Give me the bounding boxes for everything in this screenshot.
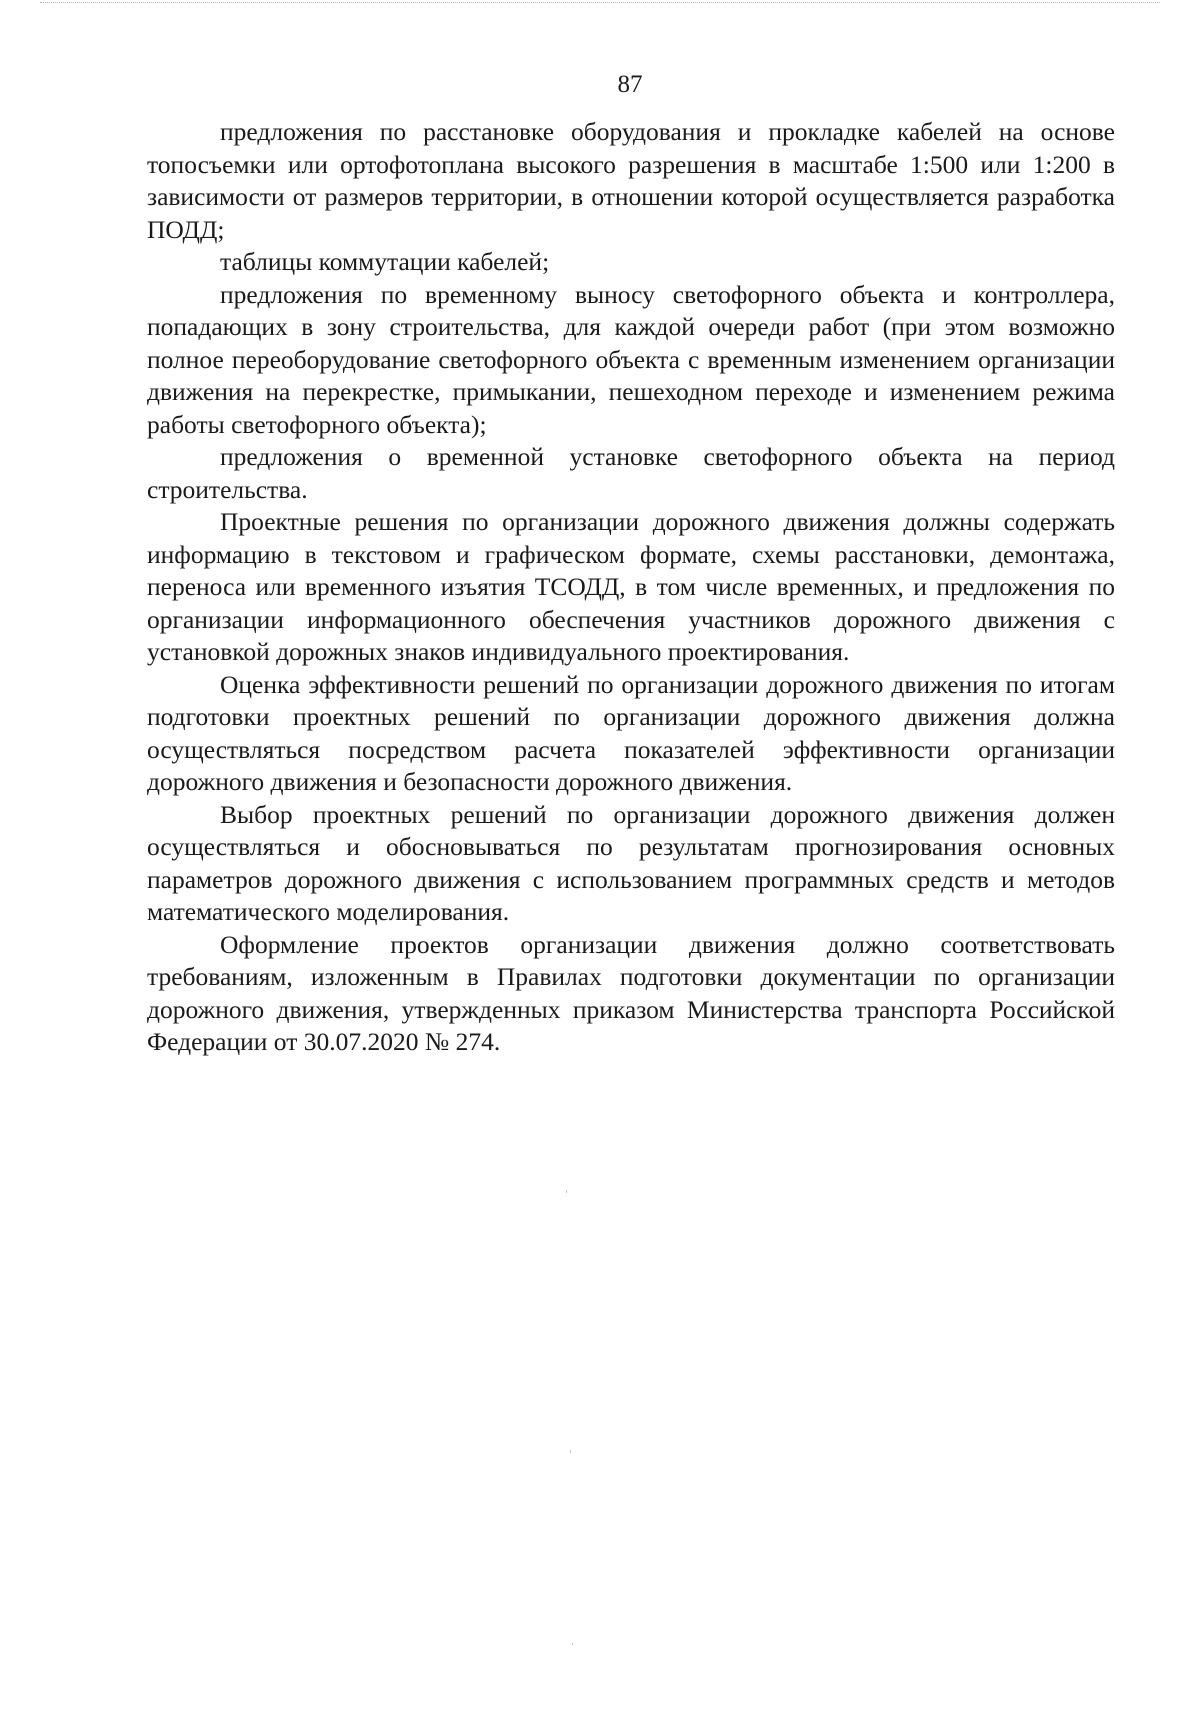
paragraph-solution-selection: Выбор проектных решений по организации дорожного движения должен осуществляться и обосновываться по результатам прогнозирования основных параметров дорожного движения с использованием программных средств и методов математического моделирования. xyxy=(147,799,1115,926)
paragraph-temporary-installation: предложения о временной установке светофорного объекта на период строительства. xyxy=(147,442,1115,504)
scan-edge-line xyxy=(40,2,1160,3)
scan-artifact xyxy=(570,1450,571,1453)
paragraph-design-solutions: Проектные решения по организации дорожного движения должны содержать информацию в текстовом и графическом формате, схемы расстановки, демонтажа, переноса или временного изъятия ТСОДД, в том числе временных, и предложения по организации информационного обеспечения участников дорожного движения с установкой дорожных знаков индивидуального проектирования. xyxy=(147,507,1115,666)
paragraph-cable-switching-tables: таблицы коммутации кабелей; xyxy=(220,247,550,276)
paragraph-equipment-placement: предложения по расстановке оборудования и прокладке кабелей на основе топосъемки или ортофотоплана высокого разрешения в масштабе 1:500 или 1:200 в зависимости от размеров территории, в отношении которой осуществляется разработка ПОДД; xyxy=(147,117,1115,244)
document-body xyxy=(147,116,1115,1059)
paragraph-efficiency-assessment: Оценка эффективности решений по организации дорожного движения по итогам подготовки проектных решений по организации дорожного движения должна осуществляться посредством расчета показателей эффективности организации дорожного движения и безопасности дорожного движения. xyxy=(147,669,1115,796)
paragraph-design-formatting: Оформление проектов организации движения должно соответствовать требованиям, изложенным в Правилах подготовки документации по организации дорожного движения, утвержденных приказом Министерства транспорта Российской Федерации от 30.07.2020 № 274. xyxy=(147,929,1115,1056)
paragraph-temporary-relocation: предложения по временному выносу светофорного объекта и контроллера, попадающих в зону строительства, для каждой очереди работ (при этом возможно полное переоборудование светофорного объекта с временным изменением организации движения на перекрестке, примыкании, пешеходном переходе и изменением режима работы светофорного объекта); xyxy=(147,279,1115,439)
scan-artifact xyxy=(572,1643,573,1645)
page-number: 87 xyxy=(617,71,643,98)
scan-artifact xyxy=(566,1190,567,1193)
